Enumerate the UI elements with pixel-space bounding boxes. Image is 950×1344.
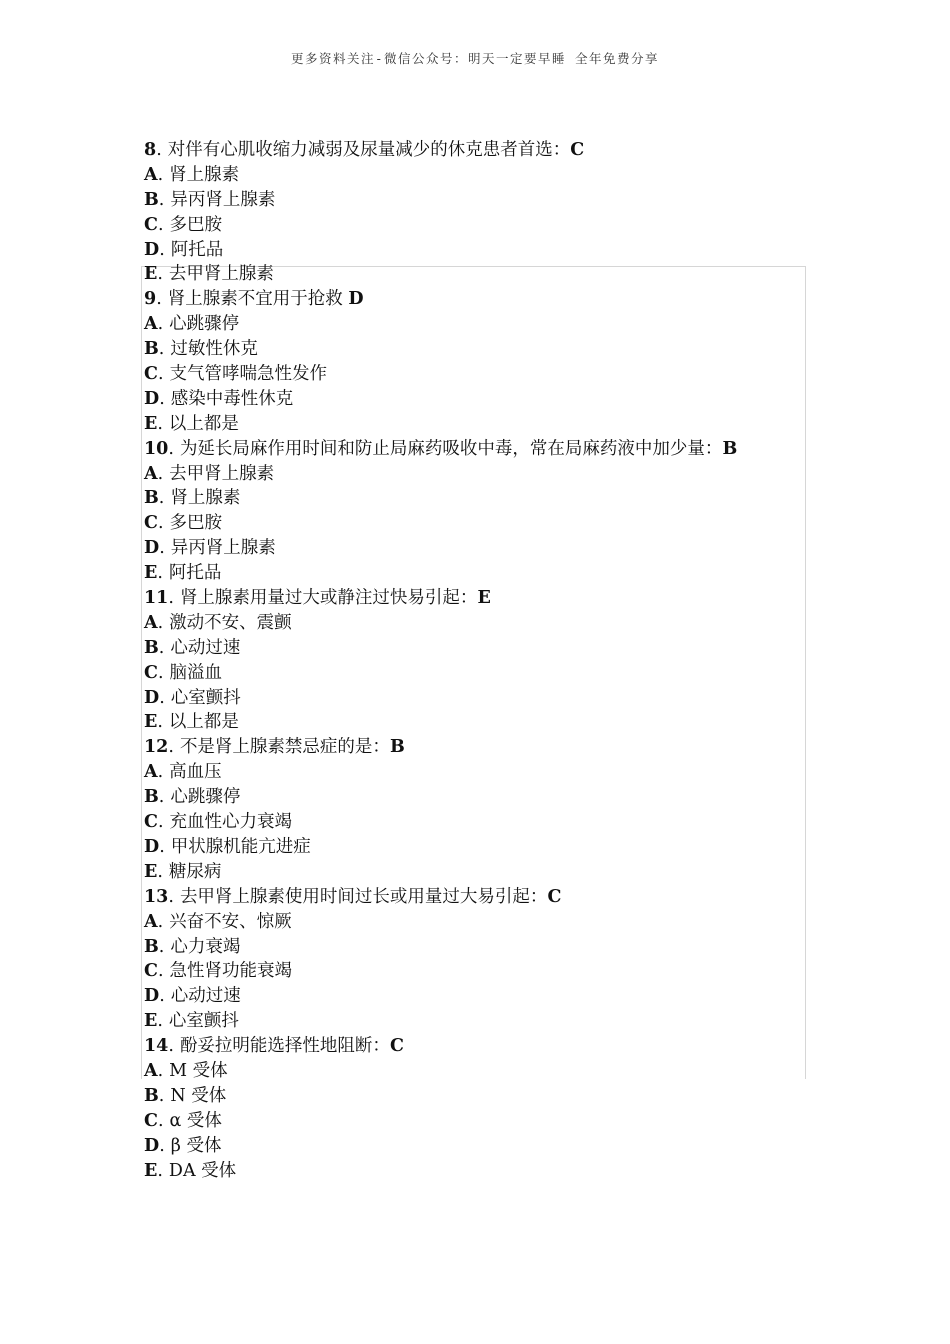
option-item	[144, 188, 844, 213]
option-text: 心跳骤停	[170, 787, 241, 808]
option-item	[144, 1134, 844, 1159]
option-separator: .	[159, 986, 165, 1007]
option-separator: .	[159, 388, 165, 409]
option-separator: .	[157, 861, 163, 882]
option-label: C	[144, 214, 158, 235]
option-text: 心室颤抖	[170, 687, 241, 708]
question-12	[144, 735, 844, 760]
option-text: 多巴胺	[169, 513, 223, 534]
option-item	[144, 1084, 844, 1109]
option-label: C	[144, 513, 158, 534]
question-separator: .	[156, 140, 162, 160]
option-separator: .	[158, 1085, 165, 1106]
option-label: E	[144, 1011, 158, 1032]
question-text: 对伴有心肌收缩力减弱及尿量减少的休克患者首选：	[167, 140, 571, 160]
question-number: 12	[144, 737, 169, 758]
option-item	[144, 387, 844, 412]
option-label: B	[144, 189, 159, 210]
option-separator: .	[157, 1110, 164, 1131]
option-label: B	[144, 1085, 159, 1106]
option-item	[144, 412, 844, 437]
question-number: 13	[144, 886, 169, 907]
question-9	[144, 287, 844, 312]
option-separator: .	[157, 961, 164, 982]
option-item	[144, 611, 844, 636]
answer-key: B	[389, 737, 405, 758]
option-item	[144, 1109, 844, 1134]
option-separator: .	[159, 239, 165, 260]
question-number: 9	[144, 289, 157, 310]
option-text: 肾上腺素	[169, 164, 240, 185]
option-text: 激动不安、震颤	[169, 612, 292, 633]
option-item	[144, 959, 844, 984]
option-item	[144, 910, 844, 935]
option-text: 多巴胺	[169, 214, 223, 235]
option-separator: .	[157, 214, 164, 235]
page-header: 更多资料关注-微信公众号：明天一定要早睡 全年免费分享	[290, 51, 660, 66]
option-label: A	[144, 314, 158, 335]
question-11	[144, 586, 844, 611]
option-text: 高血压	[169, 762, 222, 783]
question-separator: .	[168, 886, 174, 907]
option-item	[144, 860, 844, 885]
option-separator: .	[157, 812, 164, 833]
option-separator: .	[157, 463, 164, 484]
option-text: 阿托品	[170, 239, 224, 260]
option-text: 兴奋不安、惊厥	[169, 911, 292, 932]
option-text: 急性肾功能衰竭	[169, 961, 293, 982]
option-label: D	[144, 538, 160, 559]
option-separator: .	[157, 612, 164, 633]
option-separator: .	[157, 1011, 163, 1032]
option-text: 去甲肾上腺素	[168, 264, 274, 285]
option-item	[144, 362, 844, 387]
option-separator: .	[157, 413, 163, 434]
option-text: 异丙肾上腺素	[170, 189, 276, 210]
option-separator: .	[157, 1160, 163, 1181]
question-number: 11	[144, 588, 169, 609]
question-separator: .	[168, 438, 174, 459]
option-text: 心动过速	[170, 986, 241, 1007]
option-label: B	[144, 488, 159, 509]
option-separator: .	[159, 836, 165, 857]
option-label: D	[144, 836, 160, 857]
question-10	[144, 437, 844, 462]
option-label: C	[144, 662, 158, 683]
option-item	[144, 710, 844, 735]
option-text: N 受体	[170, 1085, 227, 1106]
question-text: 酚妥拉明能选择性地阻断：	[179, 1036, 390, 1057]
option-text: 甲状腺机能亢进症	[170, 836, 311, 857]
option-text: α 受体	[169, 1110, 222, 1131]
option-separator: .	[158, 637, 165, 658]
question-text: 为延长局麻作用时间和防止局麻药吸收中毒，常在局麻药液中加少量：	[179, 438, 723, 459]
option-label: C	[144, 812, 158, 833]
option-separator: .	[157, 1060, 164, 1081]
option-item	[144, 163, 844, 188]
option-label: E	[144, 563, 158, 584]
option-label: E	[144, 413, 158, 434]
question-separator: .	[168, 737, 174, 758]
option-item	[144, 935, 844, 960]
option-label: E	[144, 712, 158, 733]
option-item	[144, 686, 844, 711]
question-14	[144, 1034, 844, 1059]
question-text: 不是肾上腺素禁忌症的是：	[179, 737, 390, 758]
option-separator: .	[158, 787, 165, 808]
option-text: 充血性心力衰竭	[169, 812, 293, 833]
option-text: 心跳骤停	[169, 314, 240, 335]
option-separator: .	[157, 712, 163, 733]
question-text: 去甲肾上腺素使用时间过长或用量过大易引起：	[179, 886, 548, 907]
option-separator: .	[157, 662, 164, 683]
option-label: B	[144, 339, 159, 360]
option-text: 阿托品	[168, 563, 222, 584]
option-item	[144, 486, 844, 511]
question-separator: .	[168, 1036, 174, 1057]
option-label: D	[144, 239, 160, 260]
question-8	[144, 138, 844, 163]
option-separator: .	[158, 936, 165, 957]
option-item	[144, 462, 844, 487]
option-item	[144, 511, 844, 536]
question-text: 肾上腺素不宜用于抢救	[167, 289, 349, 310]
option-text: 感染中毒性休克	[170, 388, 294, 409]
option-label: C	[144, 1110, 158, 1131]
option-item	[144, 810, 844, 835]
option-text: 异丙肾上腺素	[170, 538, 276, 559]
option-label: D	[144, 986, 160, 1007]
option-item	[144, 760, 844, 785]
option-item	[144, 835, 844, 860]
question-separator: .	[168, 588, 174, 609]
option-text: 糖尿病	[168, 861, 222, 882]
option-item	[144, 1059, 844, 1084]
option-item	[144, 238, 844, 263]
option-label: B	[144, 787, 159, 808]
answer-key: B	[722, 438, 738, 459]
option-text: M 受体	[169, 1060, 228, 1081]
option-label: D	[144, 388, 160, 409]
option-text: β 受体	[170, 1135, 222, 1156]
option-text: 以上都是	[168, 712, 239, 733]
option-label: D	[144, 1135, 160, 1156]
option-text: DA 受体	[168, 1160, 237, 1181]
option-item	[144, 1159, 844, 1184]
question-text: 肾上腺素用量过大或静注过快易引起：	[179, 588, 478, 609]
option-separator: .	[157, 563, 163, 584]
question-list	[144, 138, 844, 1183]
answer-key: D	[348, 289, 364, 310]
option-separator: .	[159, 538, 165, 559]
option-separator: .	[157, 513, 164, 534]
option-separator: .	[157, 364, 164, 385]
option-text: 肾上腺素	[170, 488, 241, 509]
option-item	[144, 213, 844, 238]
option-separator: .	[159, 687, 165, 708]
answer-key: C	[389, 1036, 404, 1057]
option-label: B	[144, 936, 159, 957]
option-text: 以上都是	[168, 413, 239, 434]
option-text: 心室颤抖	[168, 1011, 239, 1032]
option-item	[144, 661, 844, 686]
question-number: 10	[144, 438, 169, 459]
option-item	[144, 785, 844, 810]
option-separator: .	[158, 339, 165, 360]
question-number: 8	[144, 140, 157, 160]
option-label: C	[144, 364, 158, 385]
option-separator: .	[158, 488, 165, 509]
option-separator: .	[159, 1135, 165, 1156]
option-label: E	[144, 264, 158, 285]
option-item	[144, 262, 844, 287]
option-label: D	[144, 687, 160, 708]
option-label: B	[144, 637, 159, 658]
option-separator: .	[157, 911, 164, 932]
option-label: E	[144, 861, 158, 882]
question-separator: .	[156, 289, 162, 310]
option-item	[144, 536, 844, 561]
option-text: 脑溢血	[169, 662, 223, 683]
option-item	[144, 561, 844, 586]
option-label: A	[144, 164, 158, 185]
option-item	[144, 312, 844, 337]
option-label: C	[144, 961, 158, 982]
option-label: A	[144, 1060, 158, 1081]
option-item	[144, 337, 844, 362]
option-item	[144, 1009, 844, 1034]
question-number: 14	[144, 1036, 169, 1057]
option-label: A	[144, 762, 158, 783]
option-separator: .	[157, 762, 164, 783]
option-text: 过敏性休克	[170, 339, 258, 360]
option-label: A	[144, 612, 158, 633]
option-text: 心力衰竭	[170, 936, 241, 957]
option-separator: .	[158, 189, 165, 210]
answer-key: E	[477, 588, 491, 609]
question-13	[144, 885, 844, 910]
option-text: 心动过速	[170, 637, 241, 658]
option-label: A	[144, 911, 158, 932]
answer-key: C	[547, 886, 562, 907]
option-text: 支气管哮喘急性发作	[169, 364, 328, 385]
option-item	[144, 636, 844, 661]
option-text: 去甲肾上腺素	[169, 463, 275, 484]
option-separator: .	[157, 314, 164, 335]
option-label: A	[144, 463, 158, 484]
answer-key: C	[570, 140, 585, 160]
option-item	[144, 984, 844, 1009]
option-label: E	[144, 1160, 158, 1181]
option-separator: .	[157, 164, 164, 185]
option-separator: .	[157, 264, 163, 285]
